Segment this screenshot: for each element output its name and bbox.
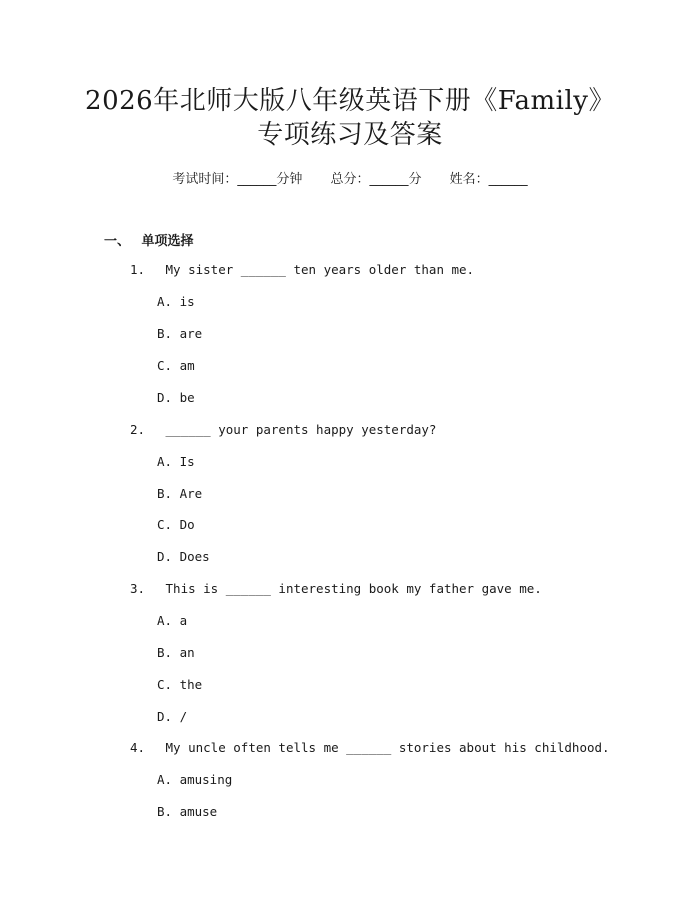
option-3a: A. a <box>157 613 188 628</box>
section-label: 单项选择 <box>141 234 194 249</box>
question-number: 2. <box>130 422 146 437</box>
question-2 <box>130 422 436 437</box>
option-2b: B. Are <box>157 486 203 501</box>
section-number: 一、 <box>104 234 131 249</box>
option-2a: A. Is <box>157 454 195 469</box>
option-1c: C. am <box>157 358 195 373</box>
page-title-line-1: 2026年北师大版八年级英语下册《Family》 <box>85 86 615 116</box>
question-1 <box>130 262 474 277</box>
option-3b: B. an <box>157 645 195 660</box>
option-1b: B. are <box>157 326 203 341</box>
question-number: 3. <box>130 581 146 596</box>
option-2d: D. Does <box>157 549 210 564</box>
option-3c: C. the <box>157 677 203 692</box>
exam-meta <box>0 168 700 187</box>
page-title-line-2: 专项练习及答案 <box>257 120 443 150</box>
question-text: ______ your parents happy yesterday? <box>165 422 437 437</box>
option-4b: B. amuse <box>157 804 218 819</box>
question-text: This is ______ interesting book my father gave me. <box>165 581 542 596</box>
exam-time: 考试时间：______分钟 <box>172 172 303 187</box>
option-4a: A. amusing <box>157 772 233 787</box>
option-2c: C. Do <box>157 517 195 532</box>
option-1a: A. is <box>157 294 195 309</box>
question-text: My sister ______ ten years older than me. <box>165 262 475 277</box>
section-heading <box>104 230 194 249</box>
question-number: 4. <box>130 740 146 755</box>
question-3 <box>130 581 542 596</box>
question-number: 1. <box>130 262 146 277</box>
option-1d: D. be <box>157 390 195 405</box>
option-3d: D. / <box>157 709 188 724</box>
student-name: 姓名：______ <box>449 172 528 187</box>
question-text: My uncle often tells me ______ stories about his childhood. <box>165 740 610 755</box>
question-4 <box>130 740 610 755</box>
exam-score: 总分：______分 <box>330 172 422 187</box>
